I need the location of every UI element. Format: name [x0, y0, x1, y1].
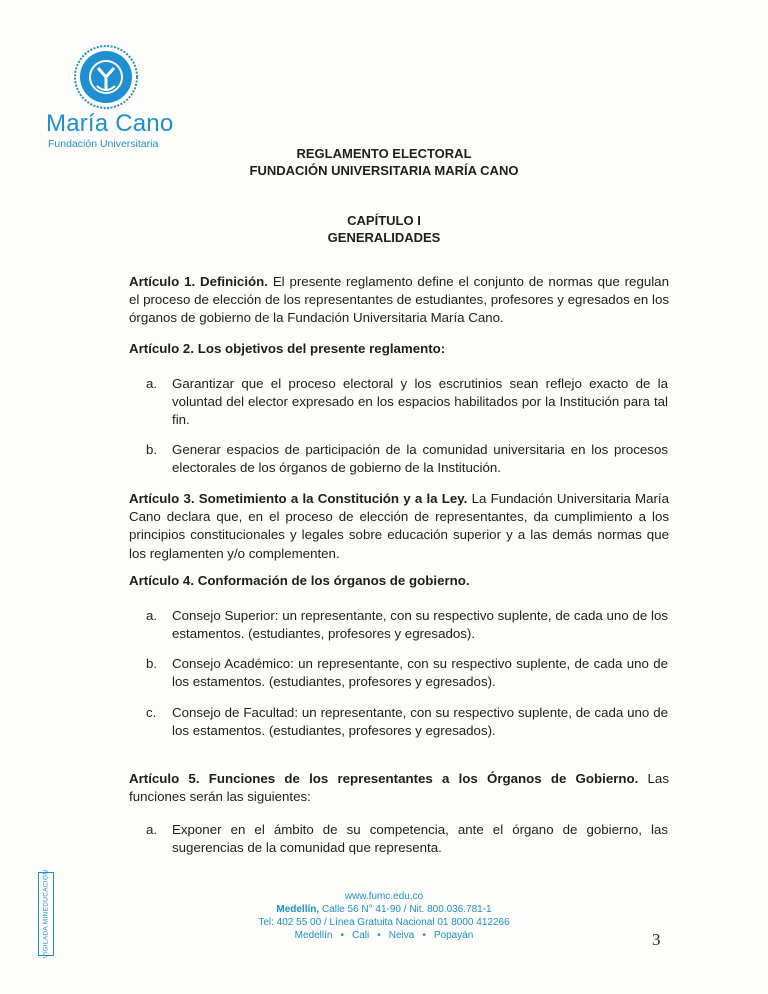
bullet-icon: • [377, 930, 381, 941]
article-1-heading: Artículo 1. Definición. [129, 274, 268, 289]
footer-city-name: Cali [352, 930, 370, 941]
list-item [146, 441, 668, 477]
chapter-title: GENERALIDADES [327, 230, 441, 245]
footer-address-text: Calle 56 N° 41-90 / Nit. 800.036.781-1 [321, 904, 492, 915]
footer-city-name: Medellín [294, 930, 333, 941]
document-title [0, 145, 768, 179]
logo-emblem-icon [67, 44, 145, 110]
list-item-text: Consejo de Facultad: un representante, con su respectivo suplente, de cada uno de los estamentos. (estudiantes, profesores y egresados). [172, 705, 668, 739]
logo-name: María Cano [46, 110, 174, 137]
article-3-heading: Artículo 3. Sometimiento a la Constitución y a la Ley. [129, 491, 468, 506]
list-item-text: Exponer en el ámbito de su competencia, ante el órgano de gobierno, las sugerencias de la comunidad que representa. [172, 822, 668, 856]
list-item-label: b. [146, 442, 158, 457]
footer-city-name: Popayán [433, 930, 474, 941]
list-item [146, 821, 668, 857]
article-3 [129, 490, 669, 563]
list-item [146, 704, 668, 740]
article-4 [129, 572, 669, 590]
list-item-text: Garantizar que el proceso electoral y los escrutinios sean reflejo exacto de la voluntad del elector expresado en los espacios habilitados por la Institución para tal fin. [172, 376, 668, 428]
chapter-number: CAPÍTULO I [347, 213, 421, 228]
article-5 [129, 770, 669, 806]
list-item [146, 655, 668, 691]
list-item-text: Consejo Superior: un representante, con su respectivo suplente, de cada uno de los estamentos. (estudiantes, profesores y egresados). [172, 608, 668, 642]
article-3-text: La Fundación Universitaria María Cano declara que, en el proceso de elección de representantes, da cumplimiento a los principios constitucionales y legales sobre educación superior y a las demás normas que los reglamenten y/o complementen. [129, 491, 669, 561]
footer-phone: Tel: 402 55 00 / Línea Gratuita Nacional 01 8000 412266 [258, 917, 510, 928]
title-line-2: FUNDACIÓN UNIVERSITARIA MARÍA CANO [249, 163, 519, 178]
footer-website: www.fumc.edu.co [344, 891, 424, 902]
list-item-text: Generar espacios de participación de la comunidad universitaria en los procesos electorales de los órganos de gobierno de la Institución. [172, 442, 668, 476]
page-number: 3 [652, 930, 661, 949]
article-1-text: El presente reglamento define el conjunto de normas que regulan el proceso de elección de los representantes de estudiantes, profesores y egresados en los órganos de gobierno de la Fundación Universitaria María Cano. [129, 274, 669, 326]
footer-city-name: Neiva [388, 930, 415, 941]
footer-address [0, 904, 768, 916]
bullet-icon: • [340, 930, 344, 941]
side-label: VIGILADA MINEDUCACIÓN [42, 869, 50, 959]
title-line-1: REGLAMENTO ELECTORAL [296, 146, 472, 161]
footer-city: Medellín, [276, 904, 320, 915]
list-item-label: a. [146, 608, 158, 623]
list-item-label: a. [146, 822, 158, 837]
article-5-text: Las funciones serán las siguientes: [129, 771, 669, 805]
list-item-label: a. [146, 376, 158, 391]
list-item-label: b. [146, 656, 158, 671]
list-item [146, 607, 668, 643]
article-2-heading: Artículo 2. Los objetivos del presente reglamento: [129, 341, 446, 356]
article-1 [129, 273, 669, 328]
article-5-heading: Artículo 5. Funciones de los representantes a los Órganos de Gobierno. [129, 771, 639, 786]
list-item [146, 375, 668, 430]
chapter-heading [0, 212, 768, 246]
bullet-icon: • [422, 930, 426, 941]
list-item-label: c. [146, 705, 157, 720]
article-2 [129, 340, 669, 358]
logo-subtitle: Fundación Universitaria [48, 138, 159, 150]
list-item-text: Consejo Académico: un representante, con su respectivo suplente, de cada uno de los estamentos. (estudiantes, profesores y egresados). [172, 656, 668, 690]
institution-logo [46, 44, 174, 150]
article-4-heading: Artículo 4. Conformación de los órganos de gobierno. [129, 573, 470, 588]
